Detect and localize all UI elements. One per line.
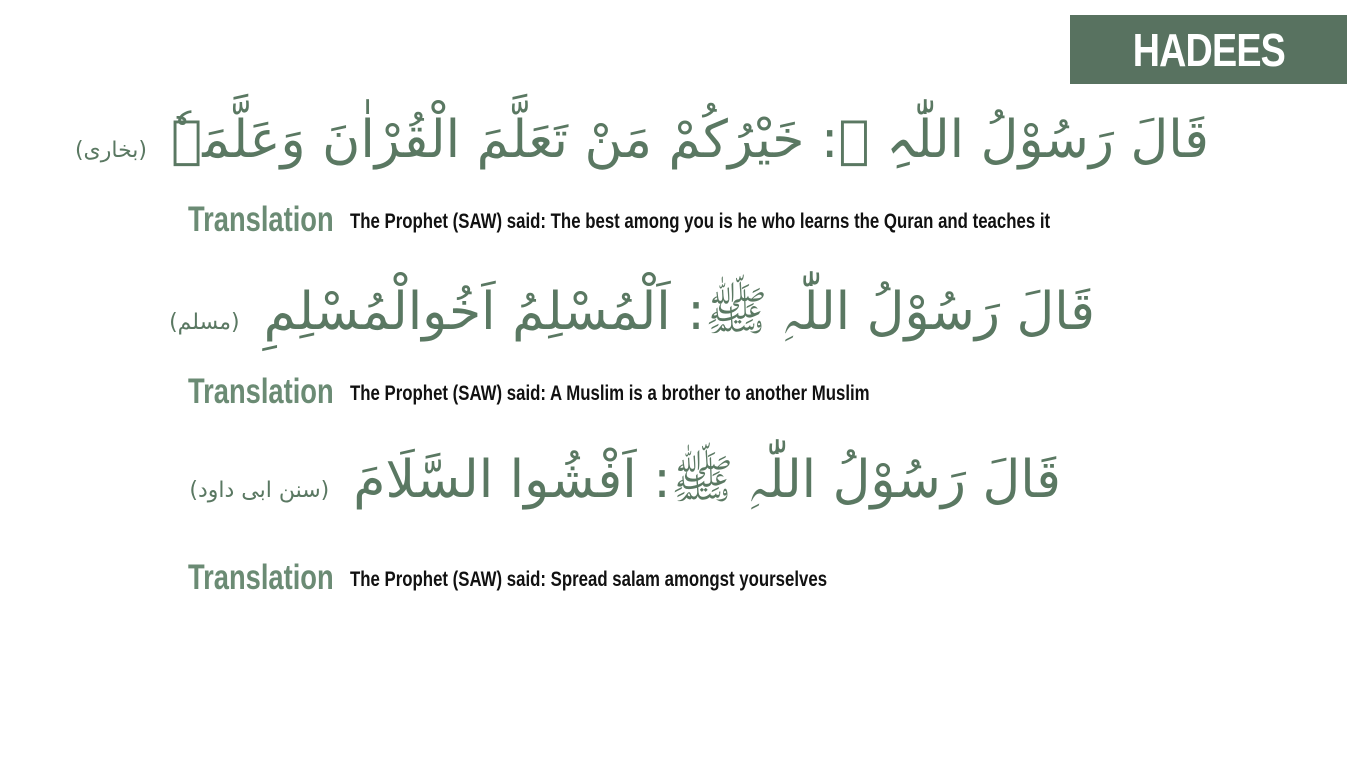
hadith-3-arabic: قَالَ رَسُوْلُ اللّٰہِ ﷺ: اَفْشُوا السَّلَامَ xyxy=(353,450,1061,510)
hadith-3-translation: The Prophet (SAW) said: Spread salam amongst yourselves xyxy=(350,568,828,591)
hadith-3-translation-label: Translation xyxy=(188,558,334,597)
hadith-2-arabic-line xyxy=(169,280,1095,355)
hadith-1-translation: The Prophet (SAW) said: The best among you is he who learns the Quran and teaches it xyxy=(350,210,1051,233)
hadith-3-arabic-line xyxy=(189,448,1061,523)
hadith-1-source: (بخاری) xyxy=(74,138,147,163)
hadith-3-source: (سنن ابی داود) xyxy=(189,478,330,503)
hadith-2-translation-label: Translation xyxy=(188,372,334,411)
title-banner xyxy=(1070,15,1347,84)
hadith-1-arabic: قَالَ رَسُوْلُ اللّٰہِ ﷺ: خَيْرُكُمْ مَنْ تَعَلَّمَ الْقُرْاٰنَ وَعَلَّمَہٗ xyxy=(171,110,1209,170)
hadith-1-translation-label: Translation xyxy=(188,200,334,239)
hadith-2-translation: The Prophet (SAW) said: A Muslim is a brother to another Muslim xyxy=(350,382,870,405)
hadith-1-arabic-line xyxy=(75,110,1209,170)
hadith-2-arabic: قَالَ رَسُوْلُ اللّٰہِ ﷺ: اَلْمُسْلِمُ اَخُوالْمُسْلِمِ xyxy=(263,282,1095,342)
slide-title: HADEES xyxy=(1132,23,1285,76)
hadith-2-source: (مسلم) xyxy=(169,310,240,335)
